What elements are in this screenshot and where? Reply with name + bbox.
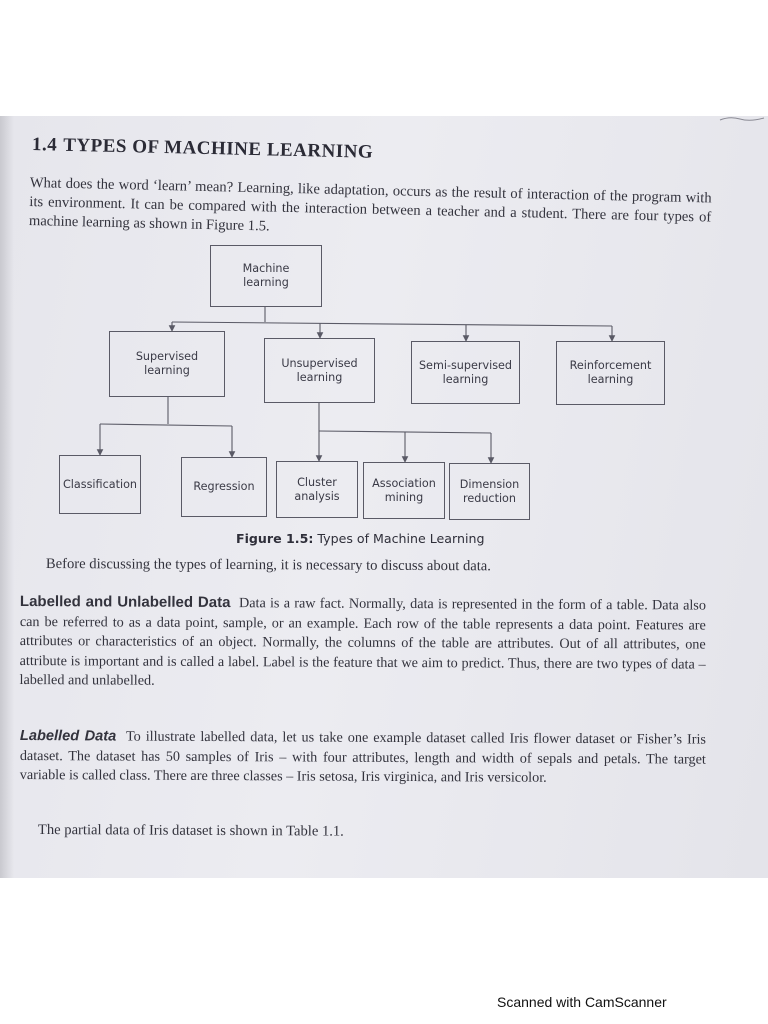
box-semi-supervised-learning — [411, 341, 520, 404]
figure-caption-text: Types of Machine Learning — [317, 531, 485, 546]
box-label-line2: learning — [243, 276, 289, 289]
box-label-line1: Regression — [193, 480, 255, 493]
pen-scribble — [718, 110, 766, 126]
box-unsupervised-learning — [264, 338, 375, 403]
section-title: TYPES OF MACHINE LEARNING — [63, 134, 374, 163]
box-label-line2: reduction — [462, 491, 516, 505]
box-label-line2: learning — [296, 370, 343, 384]
camscanner-watermark: Scanned with CamScanner — [497, 994, 667, 1010]
box-association-mining — [363, 462, 445, 519]
box-label-line1: Unsupervised — [281, 356, 358, 370]
box-dimension-reduction — [449, 463, 530, 520]
box-label-line1: Association — [372, 476, 436, 490]
figure-caption-label: Figure 1.5: — [236, 531, 314, 546]
box-regression — [181, 457, 267, 517]
box-label-line1: Classification — [62, 477, 138, 491]
paragraph-lead-labelled-data: Labelled Data — [19, 728, 117, 745]
box-supervised-learning — [109, 331, 225, 397]
box-label-line1: Reinforcement — [569, 359, 652, 372]
box-label-line1: Cluster — [297, 475, 337, 489]
box-label-line2: learning — [144, 364, 190, 377]
box-label-line1: Supervised — [135, 350, 199, 363]
box-label-line2: learning — [442, 372, 489, 386]
box-label-line1: Dimension — [459, 477, 520, 491]
paragraph-labelled-unlabelled — [19, 592, 706, 695]
box-label-line1: Semi-supervised — [418, 358, 513, 372]
paragraph-body-labelled-unlabelled: Data is a raw fact. Normally, data is represented in the form of a table. Data also can be referred to as a data point, sample, or an example. Each row of the table represents a data point. Features are attributes or characteristics of an object. Normally, the columns of the table are attributes. Out of all attributes, one attribute is important and is called a label. Label is the feature that we aim to predict. Thus, there are two types of data – labelled and unlabelled. — [19, 595, 706, 690]
box-label-line1: Machine — [242, 262, 290, 275]
paragraph-labelled-data — [20, 727, 706, 789]
paragraph-body-labelled-data: To illustrate labelled data, let us take one example dataset called Iris flower dataset or Fisher’s Iris dataset. The dataset has 50 samples of Iris – with four attributes, length and width of sepals and petals. The target variable is called class. There are three classes – Iris setosa, Iris virginica, and Iris versicolor. — [19, 728, 707, 786]
box-label-line2: mining — [384, 490, 424, 504]
paragraph-partial-iris: The partial data of Iris dataset is shown in Table 1.1. — [37, 822, 344, 840]
box-label-line2: learning — [587, 373, 634, 386]
box-cluster-analysis — [276, 461, 358, 518]
intro-paragraph: What does the word ‘learn’ mean? Learning, like adaptation, occurs as the result of interaction of the program with its environment. It can be compared with the interaction between a teacher and a student. There are four types of machine learning as shown in Figure 1.5. — [28, 174, 712, 235]
box-reinforcement-learning — [556, 341, 665, 405]
page-binding-shadow — [0, 116, 14, 878]
figure-caption — [236, 531, 484, 546]
box-classification — [59, 455, 141, 514]
box-label-line2: analysis — [294, 489, 340, 503]
paragraph-before-discussing: Before discussing the types of learning, it is necessary to discuss about data. — [45, 556, 492, 575]
section-number: 1.4 — [31, 134, 58, 156]
paragraph-lead-labelled-unlabelled: Labelled and Unlabelled Data — [19, 593, 231, 612]
box-machine-learning — [210, 245, 322, 307]
